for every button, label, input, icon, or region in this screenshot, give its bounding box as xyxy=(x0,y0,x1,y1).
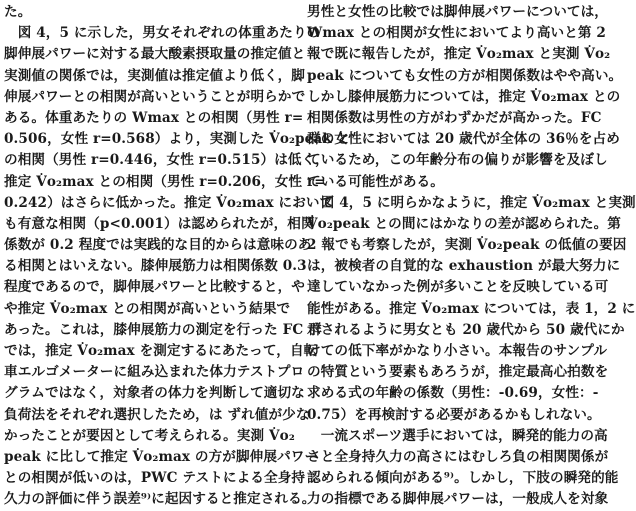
text-line: では，推定 V̇o₂max を測定するにあたって，自転 xyxy=(4,343,318,359)
text-line: る相関とはいえない。膝伸展筋力は相関係数 0.3 xyxy=(4,258,307,275)
text-line: 認められる傾向がある⁹⁾。しかし，下肢の瞬発的能 xyxy=(307,470,619,487)
text-line: 脚伸展パワーに対する最大酸素摂取量の推定値と xyxy=(4,46,306,63)
text-line: 伸展パワーとの相関が高いということが明らかで xyxy=(4,88,306,105)
text-line: 力の指標である脚伸展パワーは，一般成人を対象 xyxy=(307,491,609,508)
text-line: た。 xyxy=(4,4,32,20)
text-line: peak についても女性の方が相関係数はやや高い。 xyxy=(307,67,623,84)
text-line: 久力の評価に伴う誤差⁹⁾に起因すると推定される。 xyxy=(4,491,316,508)
text-line: の相関（男性 r=0.446，女性 r=0.515）は低く， xyxy=(4,152,329,169)
text-line: 図 4，5 に明らかなように，推定 V̇o₂max と実測 xyxy=(307,194,636,211)
text-line: 群の女性においては 20 歳代が全体の 36％を占め xyxy=(307,131,620,148)
text-line: 車エルゴメーターに組み込まれた体力テストプロ xyxy=(4,364,305,381)
text-line: Wmax との相関が女性においてより高いと第 2 xyxy=(307,25,606,42)
text-line: 一流スポーツ選手においては，瞬発的能力の高 xyxy=(307,427,608,444)
text-line: 係数が 0.2 程度では実践的な目的からは意味のあ xyxy=(4,237,312,254)
text-line: ているため，この年齢分布の偏りが影響を及ぼし xyxy=(307,152,608,169)
text-line: との相関が低いのは，PWC テストによる全身持 xyxy=(4,470,306,487)
text-line: 0.75）を再検討する必要があるかもしれない。 xyxy=(307,406,601,423)
text-line: 示されるように男女とも 20 歳代から 50 歳代にか xyxy=(307,321,625,338)
text-line: 程度であるので，脚伸展パワーと比較すると，や xyxy=(4,279,305,296)
text-line: 図 4，5 に示した，男女それぞれの体重あたりの xyxy=(4,25,321,42)
text-line: の特質という要素もあろうが，推定最高心拍数を xyxy=(307,364,609,381)
text-line: 2 報でも考察したが，実測 V̇o₂peak の低値の要因 xyxy=(307,237,627,254)
text-line: さと全身持久力の高さにはむしろ負の相関関係が xyxy=(307,448,609,465)
text-line: グラムではなく，対象者の体力を判断して適切な xyxy=(4,385,305,402)
text-line: 相関係数は男性の方がわずかだが高かった。FC xyxy=(307,109,602,126)
text-line: や推定 V̇o₂max との相関が高いという結果で xyxy=(4,300,291,317)
text-line: 報で既に報告したが，推定 V̇o₂max と実測 V̇o₂ xyxy=(307,46,611,63)
right-column xyxy=(307,2,636,508)
text-line: peak に比して推定 V̇o₂max の方が脚伸展パワー xyxy=(4,448,319,465)
left-column xyxy=(4,2,351,508)
text-line: ている可能性がある。 xyxy=(307,173,444,190)
text-line: 実測値の関係では，実測値は推定値より低く，脚 xyxy=(4,67,305,84)
text-line: 推定 V̇o₂max との相関（男性 r=0.206，女性 r= xyxy=(4,173,326,190)
text-line: は，被検者の自覚的な exhaustion が最大努力に xyxy=(307,258,621,275)
text-line: ある。体重あたりの Wmax との相関（男性 r= xyxy=(4,109,304,126)
text-line: 0.506，女性 r=0.568）より，実測した V̇o₂peak と xyxy=(4,131,351,148)
text-line: 能性がある。推定 V̇o₂max については，表 1，2 に xyxy=(307,300,636,317)
text-line: 男性と女性の比較では脚伸展パワーについては， xyxy=(307,4,608,20)
text-line: 0.242）はさらに低かった。推定 V̇o₂max において xyxy=(4,194,334,211)
text-line: V̇o₂peak との間にはかなりの差が認められた。第 xyxy=(307,215,621,232)
text-line: も有意な相関（p<0.001）は認められたが，相関 xyxy=(4,215,315,232)
text-line: 達していなかった例が多いことを反映している可 xyxy=(307,279,609,296)
text-line: けての低下率がかなり小さい。本報告のサンプル xyxy=(307,343,608,359)
text-line: しかし膝伸展筋力については，推定 V̇o₂max との xyxy=(307,88,621,105)
text-line: かったことが要因として考えられる。実測 V̇o₂ xyxy=(4,427,295,444)
text-line: 求める式の年齢の係数（男性：-0.69，女性：- xyxy=(307,385,599,402)
text-line: あった。これは，膝伸展筋力の測定を行った FC 群 xyxy=(4,321,322,338)
text-line: 負荷法をそれぞれ選択したため，は ずれ値が少な xyxy=(4,406,310,423)
